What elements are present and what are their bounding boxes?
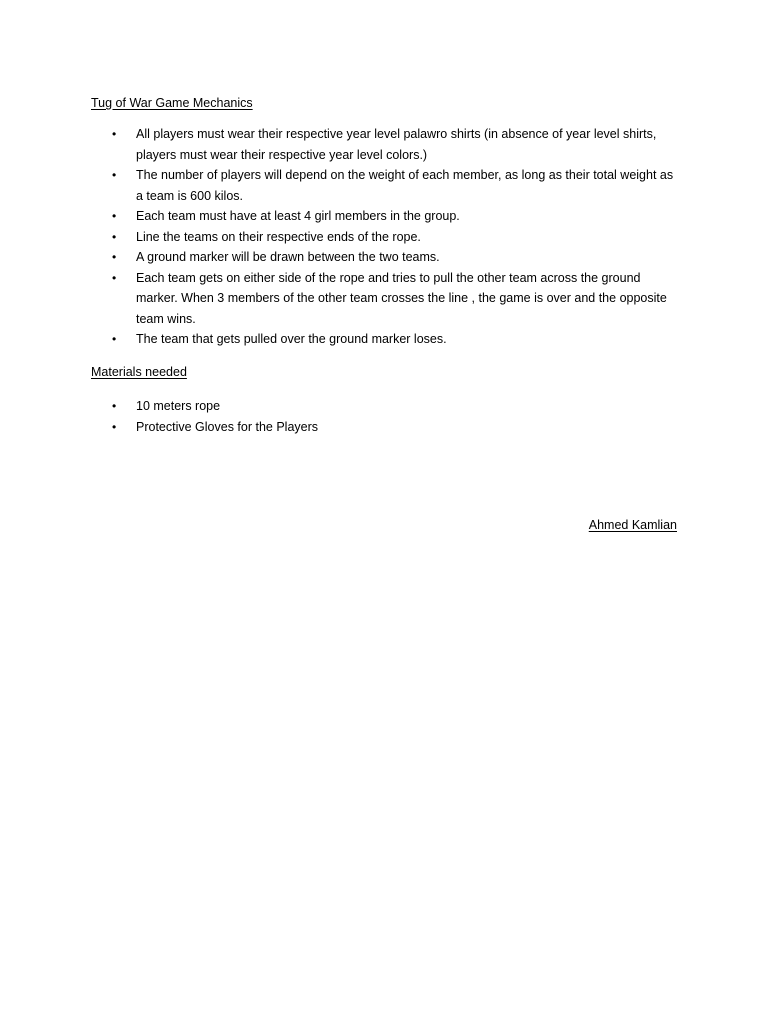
material-text: Protective Gloves for the Players — [136, 419, 319, 434]
author-signature: Ahmed Kamlian — [588, 518, 677, 532]
bullet-icon: • — [112, 399, 117, 413]
rule-text: Each team gets on either side of the rope and tries to pull the other team across the ground marker. When 3 members of the other team crosses the line , the game is over and the opposite team wins. — [136, 270, 667, 326]
bullet-icon: • — [112, 229, 117, 244]
rule-text: All players must wear their respective year level palawro shirts (in absence of year level shirts, players must wear their respective year level colors.) — [136, 127, 657, 162]
page-title: Tug of War Game Mechanics — [91, 96, 253, 110]
rule-text: Each team must have at least 4 girl members in the group. — [136, 209, 460, 223]
rule-text: Line the teams on their respective ends of the rope. — [136, 229, 421, 244]
list-item — [0, 227, 678, 248]
list-item — [0, 206, 678, 227]
bullet-icon: • — [112, 250, 117, 264]
materials-heading: Materials needed — [91, 365, 187, 379]
rule-text: The number of players will depend on the weight of each member, as long as their total weight as a team is 600 kilos. — [136, 168, 674, 203]
list-item — [0, 329, 678, 350]
bullet-icon: • — [112, 419, 117, 434]
rules-list — [0, 124, 768, 350]
list-item — [0, 165, 678, 206]
bullet-icon: • — [112, 270, 117, 285]
materials-list — [0, 396, 768, 437]
list-item — [0, 247, 678, 268]
material-text: 10 meters rope — [136, 399, 221, 413]
rule-text: The team that gets pulled over the ground marker loses. — [136, 332, 447, 346]
list-item — [0, 417, 678, 438]
bullet-icon: • — [112, 332, 117, 346]
rule-text: A ground marker will be drawn between the two teams. — [136, 250, 440, 264]
list-item — [0, 396, 678, 417]
bullet-icon: • — [112, 168, 117, 182]
bullet-icon: • — [112, 209, 117, 223]
bullet-icon: • — [112, 127, 117, 141]
list-item — [0, 268, 678, 330]
list-item — [0, 124, 678, 165]
